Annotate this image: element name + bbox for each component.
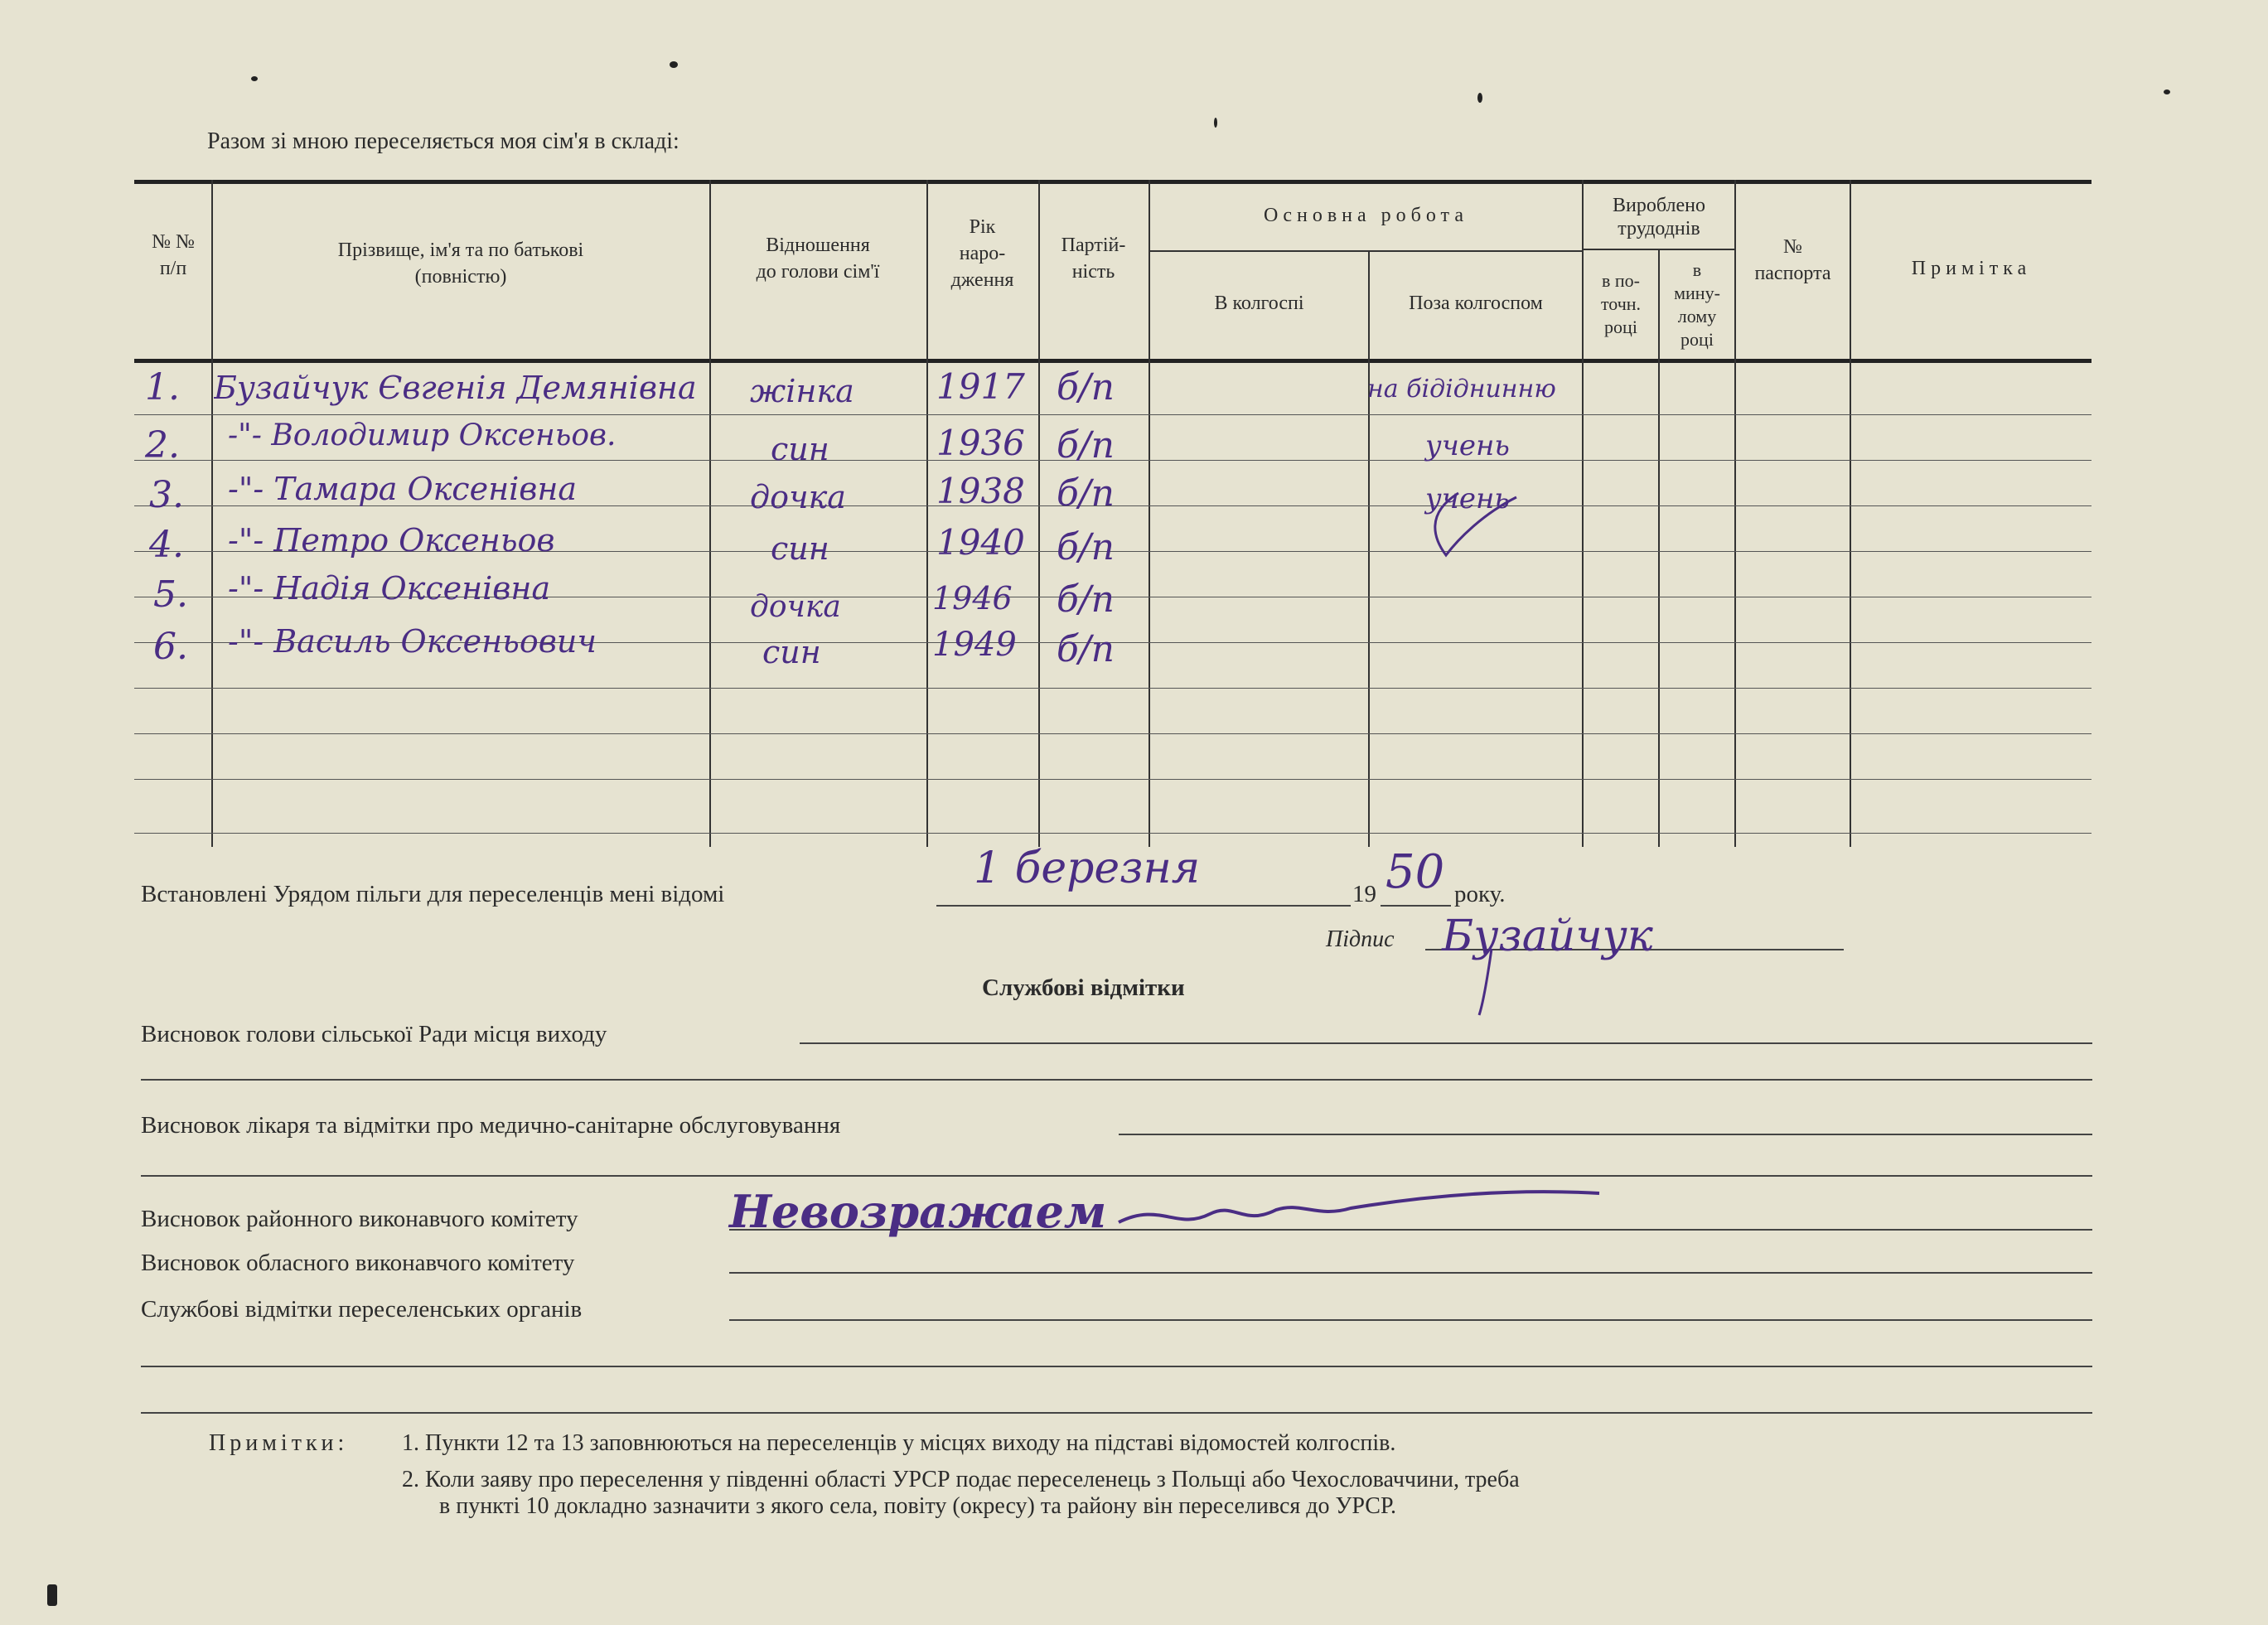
row-name: -"- Тамара Оксенівна: [228, 471, 578, 507]
row-outside: на бідіднинню: [1367, 375, 1556, 404]
header-workdays: Вироблено трудоднів: [1613, 195, 1705, 239]
row-party: б/п: [1057, 578, 1115, 621]
header-outside: Поза колгоспом: [1409, 293, 1543, 314]
speck: [1477, 93, 1482, 103]
blank-line: [141, 1079, 2092, 1081]
remark-doctor-line: [1119, 1134, 2092, 1135]
benefits-text: Встановлені Урядом пільги для переселенців мені відомі: [141, 881, 725, 907]
speck: [47, 1584, 57, 1606]
blank-line: [141, 1412, 2092, 1414]
year-prefix: 19: [1352, 881, 1376, 907]
row-party: б/п: [1057, 366, 1115, 409]
header-name: Прізвище, ім'я та по батькові (повністю): [337, 239, 584, 288]
header-year: Рік наро- дження: [950, 216, 1014, 291]
main-work-divider: [1150, 250, 1582, 252]
note-2b: в пункті 10 докладно зазначити з якого села, повіту (окресу) та району він переселився до УРСР.: [439, 1493, 1397, 1519]
signature: Бузайчук: [1442, 912, 1653, 961]
blank-line: [141, 1366, 2092, 1367]
district-handwritten: Невозражаем: [729, 1185, 1107, 1238]
row-num: 5.: [153, 573, 188, 616]
note-2a: 2. Коли заяву про переселення у південні області УРСР подає переселенець з Польщі або Чехословаччини, треба: [402, 1467, 1520, 1492]
remark-village: Висновок голови сільської Ради місця виходу: [141, 1021, 607, 1047]
header-passport: № паспорта: [1754, 236, 1831, 284]
row-party: б/п: [1057, 424, 1115, 467]
header-relation: Відношення до голови сім'ї: [756, 235, 880, 283]
row-line: [134, 833, 2091, 834]
row-num: 3.: [149, 474, 184, 516]
remark-doctor: Висновок лікаря та відмітки про медично-санітарне обслуговування: [141, 1112, 841, 1139]
remark-village-line: [800, 1042, 2092, 1044]
row-outside: учень: [1425, 429, 1510, 462]
remark-oblast-line: [729, 1272, 2092, 1274]
row-party: б/п: [1057, 628, 1115, 670]
row-line: [134, 414, 2091, 415]
row-name: -"- Петро Оксеньов: [228, 522, 555, 559]
speck: [2164, 89, 2170, 94]
col-line: [1149, 180, 1150, 847]
blank-line: [141, 1175, 2092, 1177]
row-year: 1936: [936, 423, 1025, 463]
col-line: [211, 180, 213, 847]
row-party: б/п: [1057, 526, 1115, 568]
remark-organs: Службові відмітки переселенських органів: [141, 1296, 583, 1323]
col-line: [1368, 250, 1370, 847]
row-num: 1.: [145, 366, 180, 409]
row-num: 4.: [149, 524, 184, 566]
year-suffix: року.: [1454, 881, 1506, 907]
row-party: б/п: [1057, 472, 1115, 515]
row-name: -"- Володимир Оксеньов.: [228, 418, 617, 452]
row-line: [134, 733, 2091, 734]
intro-text: Разом зі мною переселяється моя сім'я в складі:: [207, 128, 679, 154]
row-relation: син: [771, 530, 829, 567]
remark-organs-line: [729, 1319, 2092, 1321]
table-top-border: [134, 180, 2091, 184]
date-handwritten: 1 березня: [974, 844, 1201, 893]
header-note: Примітка: [1911, 258, 2032, 279]
year-underline: [1381, 905, 1451, 907]
row-relation: син: [762, 634, 821, 670]
row-name: -"- Надія Оксенівна: [228, 570, 551, 607]
header-party: Партій- ність: [1061, 235, 1126, 283]
speck: [1214, 118, 1217, 128]
speck: [670, 61, 678, 68]
row-year: 1917: [936, 366, 1025, 407]
row-num: 2.: [145, 424, 180, 467]
row-relation: дочка: [750, 590, 841, 624]
header-num: № № п/п: [152, 231, 195, 279]
header-main-work: Основна робота: [1264, 205, 1468, 226]
benefits-underline: [936, 905, 1351, 907]
row-relation: дочка: [750, 479, 846, 515]
remark-district: Висновок районного виконавчого комітету: [141, 1206, 578, 1232]
remark-oblast: Висновок обласного виконавчого комітету: [141, 1250, 575, 1276]
row-line: [134, 688, 2091, 689]
notes-label: Примітки:: [209, 1430, 349, 1456]
row-num: 6.: [153, 626, 188, 668]
sign-label: Підпис: [1326, 926, 1395, 952]
row-name: Бузайчук Євгенія Демянівна: [214, 370, 697, 406]
header-kolhosp: В колгоспі: [1214, 293, 1304, 314]
row-relation: син: [771, 431, 829, 467]
row-relation: жінка: [750, 373, 854, 409]
row-year: 1946: [932, 580, 1013, 617]
district-flourish: [1110, 1185, 1608, 1243]
signature-flourish: [1467, 945, 1533, 1019]
row-year: 1949: [932, 626, 1017, 664]
service-title: Службові відмітки: [982, 975, 1185, 1001]
year-handwritten: 50: [1385, 845, 1445, 899]
row-year: 1940: [936, 522, 1025, 563]
row-year: 1938: [936, 471, 1025, 511]
ditto-curl-mark: [1409, 481, 1533, 563]
note-1: 1. Пункти 12 та 13 заповнюються на переселенців у місцях виходу на підставі відомостей колгоспів.: [402, 1430, 1396, 1456]
row-name: -"- Василь Оксеньович: [228, 623, 597, 660]
speck: [251, 76, 258, 81]
row-line: [134, 779, 2091, 780]
header-past-year: в мину- лому році: [1674, 259, 1720, 350]
header-current-year: в по- точн. році: [1600, 270, 1642, 337]
table-header-bottom: [134, 359, 2091, 363]
row-outside: учень: [1425, 482, 1510, 515]
